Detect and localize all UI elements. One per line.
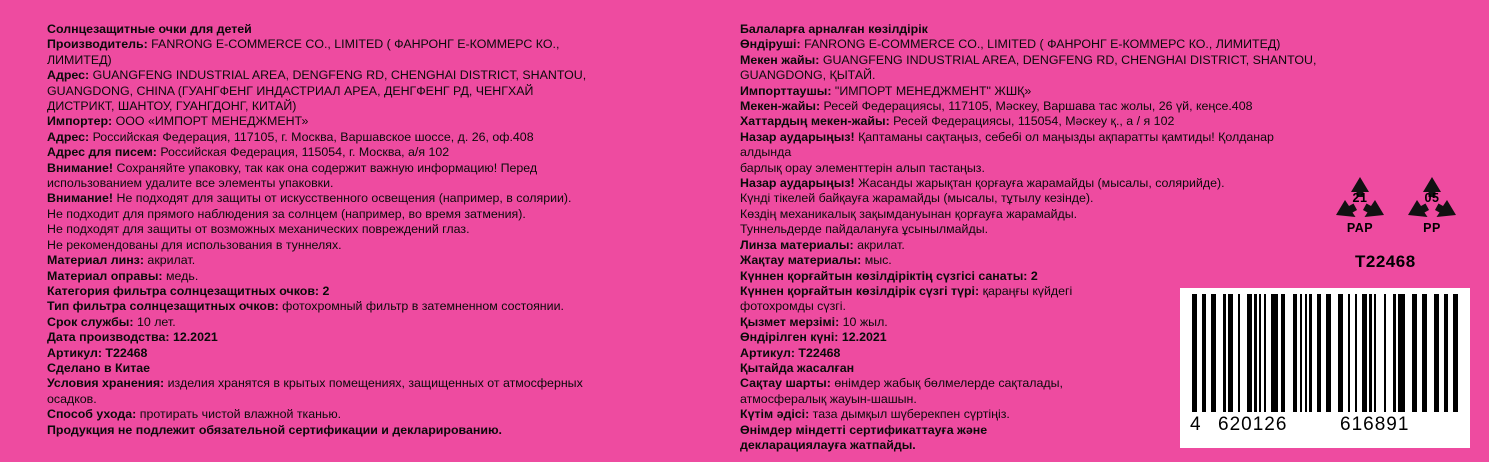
barcode-bar [1427,294,1434,412]
ru-line-value: изделия хранятся в крытых помещениях, защищенных от атмосферных [164,376,583,391]
kk-line-label: Күннен қорғайтын көзілдіріктің сүзгісі санаты: 2 [740,268,1038,283]
ru-line [47,99,707,114]
barcode-bars [1192,294,1458,412]
kk-line-label: Сақтау шарты: [740,376,831,391]
kk-line [740,207,1320,222]
barcode-bar [1453,294,1458,412]
kk-line-value: "ИМПОРТ МЕНЕДЖМЕНТ" ЖШҚ» [831,83,1032,98]
ru-line [47,145,707,160]
recycling-symbol-pap [1330,175,1390,237]
kk-line [740,176,1320,191]
ru-line-value: фотохромный фильтр в затемненном состоянии. [278,299,564,314]
ru-line-value: использованием удалите все элементы упаковки. [47,176,334,191]
barcode-bar [1386,294,1393,412]
kk-line-label: Қытайда жасалған [740,360,855,375]
kk-line [740,222,1320,237]
kk-line-value: атмосфералық жауын-шашын. [740,391,917,406]
ru-line [47,222,707,237]
kk-line [740,99,1320,114]
ru-line [47,114,707,129]
kk-line [740,161,1320,176]
ru-line [47,392,707,407]
barcode-bar [1216,294,1223,412]
ru-line [47,68,707,83]
ru-line [47,161,707,176]
ru-line-label: Внимание! [47,160,114,175]
kk-line-label: Күтім әдісі: [740,407,810,422]
ru-line-value: FANRONG E-COMMERCE CO., LIMITED ( ФАНРОНГ Е-КОММЕРС КО., [147,37,560,52]
kk-line-value: FANRONG E-COMMERCE CO., LIMITED ( ФАНРОНГ Е-КОММЕРС КО., ЛИМИТЕД) [800,37,1281,52]
kk-line-value: мыс. [861,253,892,268]
kk-line-label: Хаттардың мекен-жайы: [740,114,890,129]
ru-line [47,238,707,253]
ru-line-label: Продукция не подлежит обязательной сертификации и декларированию. [47,422,502,437]
kk-line-label: Назар аударыңыз! [740,129,855,144]
ru-line-label: Адрес: [47,129,90,144]
ru-line-value: Не подходят для защиты от возможных механических повреждений глаз. [47,222,470,237]
kk-line-value: барлық орау элементтерін алып тастаңыз. [740,160,985,175]
kk-line-value: Ресей Федерациясы, 117105, Мәскеу, Варшава тас жолы, 26 үй, кеңсе.408 [820,99,1253,114]
barcode [1180,288,1470,448]
ru-line [47,37,707,52]
ru-line-value: ООО «ИМПОРТ МЕНЕДЖМЕНТ» [112,114,309,129]
ru-line-value: Российская Федерация, 117105, г. Москва, Варшавское шоссе, д. 26, оф.408 [89,129,534,144]
left-language-column [47,22,707,438]
kk-line-label: Балаларға арналған көзілдірік [740,22,928,36]
ru-line-value: Сохраняйте упаковку, так как она содержит важную информацию! Перед [113,160,538,175]
ru-line-label: Сделано в Китае [47,360,151,375]
recycling-code-number: 21 [1352,191,1368,205]
ru-line-label: Дата производства: 12.2021 [47,330,218,345]
ru-line [47,315,707,330]
kk-line-label: Қызмет мерзімі: [740,314,840,329]
ru-line-label: Способ ухода: [47,407,137,422]
ru-line [47,53,707,68]
ru-line [47,376,707,391]
kk-line [740,130,1320,161]
barcode-digit-group-2: 620126 [1218,414,1288,435]
kk-line-value: GUANGFENG INDUSTRIAL AREA, DENGFENG RD, CHENGHAI DISTRICT, SHANTOU, [819,52,1317,67]
kk-line [740,68,1320,83]
kk-line-value: таза дымқыл шүберекпен сүртіңіз. [809,407,1010,422]
kk-line-value: Қаптаманы сақтаңыз, себебі ол маңызды ақпаратты қамтиды! Қолданар алдында [740,129,1274,160]
ru-line [47,330,707,345]
ru-line [47,191,707,206]
ru-line-label: Материал оправы: [47,268,163,283]
barcode-bar [1405,294,1412,412]
ru-line-value: Не подходят для защиты от искусственного освещения (например, в солярии). [113,191,572,206]
kk-line-label: Мекен жайы: [740,52,820,67]
recycling-symbol-pp [1402,175,1462,237]
kk-line-value: фотохромды сүзгі. [740,299,846,314]
ru-line [47,299,707,314]
kk-line [740,253,1320,268]
kk-line-label: декларациялауға жатпайды. [740,437,916,452]
ru-line [47,407,707,422]
kk-line [740,53,1320,68]
ru-line-value: 10 лет. [133,314,176,329]
kk-line [740,37,1320,52]
ru-line [47,84,707,99]
ru-line [47,423,707,438]
kk-line-value: Күнді тікелей байқауға жарамайды (мысалы, тұтылу кезінде). [740,191,1094,206]
ru-line-label: Тип фильтра солнцезащитных очков: [47,299,279,314]
recycling-material-name: PP [1423,221,1441,235]
kk-line-value: Туннельдерде пайдалануға ұсынылмайды. [740,222,989,237]
ru-line [47,269,707,284]
ru-line-value: акрилат. [143,253,196,268]
ru-line-label: Импортер: [47,114,113,129]
ru-line-label: Условия хранения: [47,376,165,391]
kk-line-label: Жақтау материалы: [740,253,862,268]
ru-line [47,207,707,222]
kk-line-value: Көздің механикалық зақымдануынан қорғауға жарамайды. [740,206,1078,221]
barcode-bar [1398,294,1405,412]
kk-line [740,191,1320,206]
ru-line [47,130,707,145]
kk-line-value: Ресей Федерациясы, 115054, Мәскеу қ., а / я 102 [889,114,1175,129]
ru-line-value: ДИСТРИКТ, ШАНТОУ, ГУАНГДОНГ, КИТАЙ) [47,99,297,114]
ru-line [47,284,707,299]
kk-line [740,84,1320,99]
kk-line-value: акрилат. [853,237,905,252]
ru-line-value: протирать чистой влажной тканью. [136,407,342,422]
ru-line-value: Российская Федерация, 115054, г. Москва, а/я 102 [156,145,450,160]
ru-line-label: Адрес для писем: [47,145,157,160]
kk-line-label: Өндірілген күні: 12.2021 [740,330,887,345]
ru-line-value: медь. [162,268,199,283]
barcode-digits [1180,414,1470,442]
recycling-symbols [1330,175,1470,245]
kk-line-value: қараңғы күйдегі [979,283,1073,298]
article-code: T22468 [1355,252,1416,271]
ru-line-label: Материал линз: [47,253,144,268]
ru-line-value: Не рекомендованы для использования в туннелях. [47,237,342,252]
ru-line-value: GUANGDONG, CHINA (ГУАНГФЕНГ ИНДАСТРИАЛ АРЕА, ДЕНГФЕНГ РД, ЧЕНГХАЙ [47,83,534,98]
ru-line-label: Артикул: T22468 [47,345,148,360]
ru-line [47,346,707,361]
recycling-material-name: PAP [1346,221,1374,235]
ru-line-label: Производитель: [47,37,148,52]
kk-line [740,269,1320,284]
kk-line-label: Мекен-жайы: [740,99,821,114]
kk-line-value: Жасанды жарықтан қорғауға жарамайды (мысалы, солярийде). [854,176,1225,191]
kk-line-label: Линза материалы: [740,237,854,252]
barcode-bar [1376,294,1383,412]
ru-line-value: ЛИМИТЕД) [47,52,112,67]
ru-line-label: Адрес: [47,68,90,83]
kk-line-value: 10 жыл. [839,314,888,329]
kk-line-label: Импорттаушы: [740,83,832,98]
kk-line-label: Өндіруші: [740,37,801,52]
barcode-bar [1240,294,1247,412]
ru-line-value: осадков. [47,391,97,406]
ru-line [47,361,707,376]
kk-line-value: GUANGDONG, ҚЫТАЙ. [740,68,876,83]
barcode-bar [1285,294,1292,412]
ru-line [47,22,707,37]
kk-line-value: өнімдер жабық бөлмелерде сақталады, [830,376,1063,391]
barcode-digit-group-3: 616891 [1340,414,1410,435]
kk-line [740,22,1320,37]
recycling-code-number: 05 [1424,191,1440,205]
kk-line-label: Өнімдер міндетті сертификаттауға және [740,422,988,437]
kk-line-label: Артикул: T22468 [740,345,841,360]
ru-line-label: Солнцезащитные очки для детей [47,22,252,36]
ru-line [47,176,707,191]
barcode-digit-group-1: 4 [1190,414,1202,435]
ru-line-label: Категория фильтра солнцезащитных очков: 2 [47,283,330,298]
ru-line-value: GUANGFENG INDUSTRIAL AREA, DENGFENG RD, CHENGHAI DISTRICT, SHANTOU, [89,68,587,83]
ru-line-label: Внимание! [47,191,114,206]
ru-line-value: Не подходит для прямого наблюдения за солнцем (например, во время затмения). [47,206,526,221]
ru-line-label: Срок службы: [47,314,134,329]
kk-line-label: Күннен қорғайтын көзілдірік сүзгі түрі: [740,283,980,298]
kk-line [740,238,1320,253]
kk-line-label: Назар аударыңыз! [740,176,855,191]
kk-line [740,114,1320,129]
ru-line [47,253,707,268]
barcode-bar [1271,294,1278,412]
